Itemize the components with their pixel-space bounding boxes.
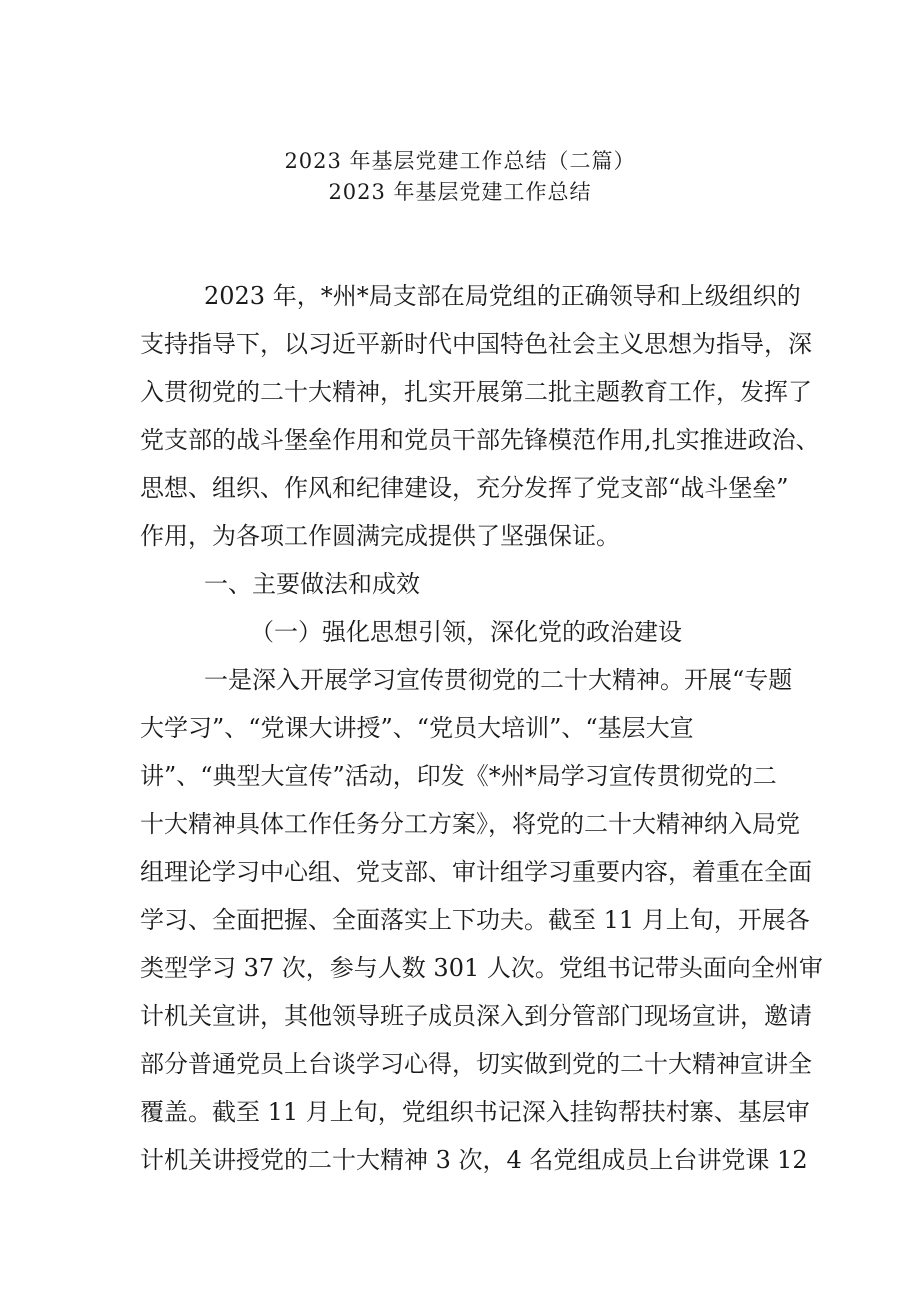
section-heading: 一、主要做法和成效 [204,570,420,598]
document-subtitle: 2023 年基层党建工作总结 [328,180,592,204]
paragraph-line: 2023 年，*州*局支部在局党组的正确领导和上级组织的 [204,282,801,310]
subsection-heading: （一）强化思想引领，深化党的政治建设 [250,618,682,646]
paragraph-line: 计机关宣讲，其他领导班子成员深入到分管部门现场宣讲，邀请 [140,1002,812,1030]
document-title: 2023 年基层党建工作总结（二篇） [284,149,636,173]
paragraph-line: 组理论学习中心组、党支部、审计组学习重要内容，着重在全面 [140,858,812,886]
paragraph-line: 入贯彻党的二十大精神，扎实开展第二批主题教育工作，发挥了 [140,378,812,406]
paragraph-line: 学习、全面把握、全面落实上下功夫。截至 11 月上旬，开展各 [140,906,810,934]
paragraph-line: 讲”、“典型大宣传”活动，印发《*州*局学习宣传贯彻党的二 [140,762,777,790]
paragraph-line: 大学习”、“党课大讲授”、“党员大培训”、“基层大宣 [140,714,694,742]
paragraph-line: 党支部的战斗堡垒作用和党员干部先锋模范作用,扎实推进政治、 [140,426,820,454]
paragraph-line: 一是深入开展学习宣传贯彻党的二十大精神。开展“专题 [204,666,793,694]
paragraph-line: 作用，为各项工作圆满完成提供了坚强保证。 [140,522,620,550]
paragraph-line: 思想、组织、作风和纪律建设，充分发挥了党支部“战斗堡垒” [140,474,789,502]
paragraph-line: 部分普通党员上台谈学习心得，切实做到党的二十大精神宣讲全 [140,1050,812,1078]
paragraph-line: 类型学习 37 次，参与人数 301 人次。党组书记带头面向全州审 [140,954,823,982]
paragraph-line: 十大精神具体工作任务分工方案》，将党的二十大精神纳入局党 [140,810,800,838]
paragraph-line: 计机关讲授党的二十大精神 3 次，4 名党组成员上台讲党课 12 [140,1146,808,1174]
paragraph-line: 覆盖。截至 11 月上旬，党组织书记深入挂钩帮扶村寨、基层审 [140,1098,810,1126]
paragraph-line: 支持指导下，以习近平新时代中国特色社会主义思想为指导，深 [140,330,812,358]
